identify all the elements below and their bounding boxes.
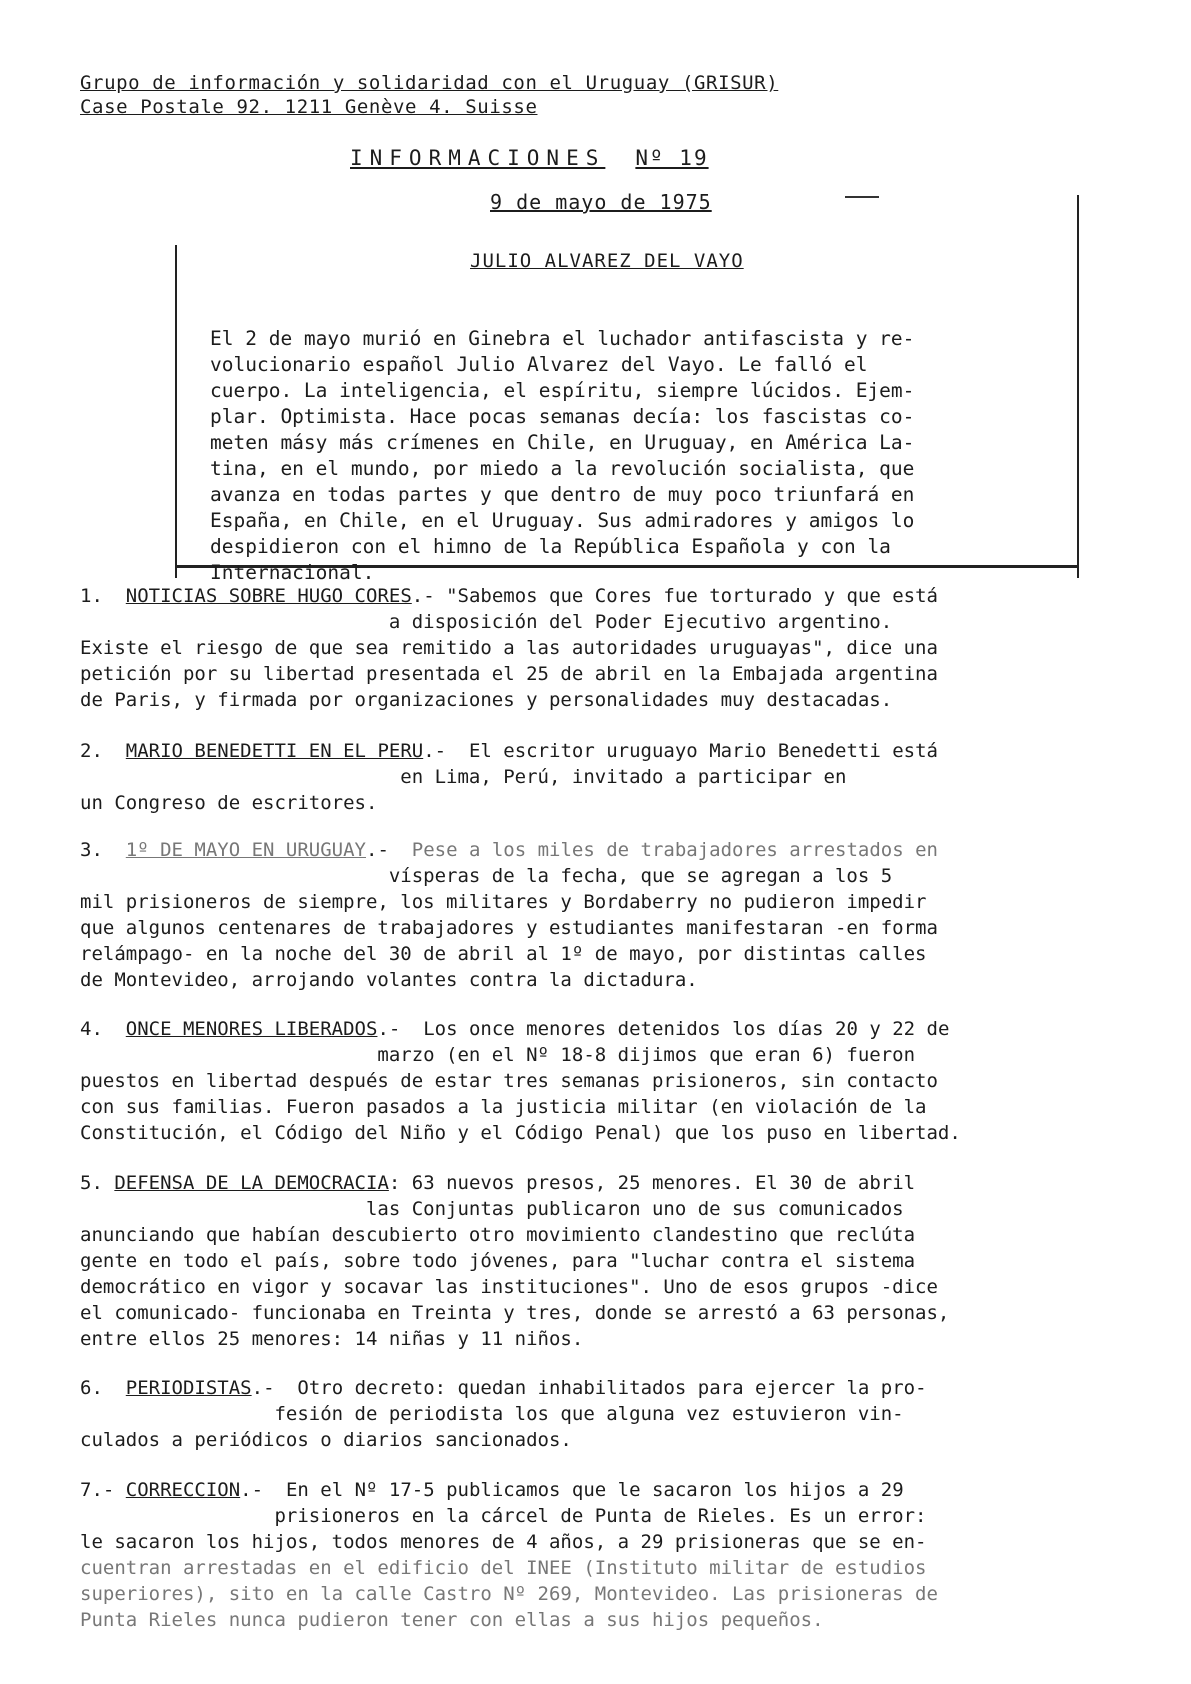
item-text: El escritor uruguayo Mario Benedetti está — [446, 740, 938, 762]
item-text: mil prisioneros de siempre, los militares y Bordaberry no pudieron impedir — [80, 891, 927, 913]
item-text: petición por su libertad presentada el 25 de abril en la Embajada argentina — [80, 663, 938, 685]
item-text: Punta Rieles nunca pudieron tener con ellas a sus hijos pequeños. — [80, 1609, 824, 1631]
item-text: En el Nº 17-5 publicamos que le sacaron los hijos a 29 — [263, 1479, 904, 1501]
header-organization: Grupo de información y solidaridad con el Uruguay (GRISUR) — [80, 72, 779, 94]
news-item-3 — [80, 837, 1170, 993]
item-heading: NOTICIAS SOBRE HUGO CORES — [125, 585, 412, 607]
box-line: El 2 de mayo murió en Ginebra el luchador antifascista y re- — [210, 327, 915, 350]
item-heading: MARIO BENEDETTI EN EL PERU — [125, 740, 424, 762]
item-text: de Montevideo, arrojando volantes contra la dictadura. — [80, 969, 698, 991]
item-number: 1. — [80, 585, 103, 607]
item-text: un Congreso de escritores. — [80, 792, 378, 814]
item-number: 5. — [80, 1172, 103, 1194]
item-text: anunciando que habían descubierto otro movimiento clandestino que reclúta — [80, 1224, 916, 1246]
item-text: Existe el riesgo de que sea remitido a las autoridades uruguayas", dice una — [80, 637, 938, 659]
box-text — [210, 300, 1060, 586]
bulletin-title-text: INFORMACIONES — [350, 146, 606, 170]
box-line: Internacional. — [210, 561, 375, 584]
item-text: vísperas de la fecha, que se agregan a los 5 — [80, 865, 893, 887]
item-text: de Paris, y firmada por organizaciones y personalidades muy destacadas. — [80, 689, 893, 711]
news-item-4 — [80, 1016, 1170, 1146]
news-item-1 — [80, 583, 1170, 713]
item-heading: CORRECCION — [125, 1479, 241, 1501]
item-text: que algunos centenares de trabajadores y estudiantes manifestaran -en forma — [80, 917, 938, 939]
bulletin-number: Nº 19 — [635, 146, 709, 170]
item-heading: ONCE MENORES LIBERADOS — [125, 1018, 378, 1040]
bulletin-date: 9 de mayo de 1975 — [490, 190, 712, 214]
item-separator: .- — [366, 839, 389, 861]
box-line: España, en Chile, en el Uruguay. Sus admiradores y amigos lo — [210, 509, 915, 532]
item-text: marzo (en el Nº 18-8 dijimos que eran 6) fueron — [80, 1044, 916, 1066]
item-separator: .- — [377, 1018, 401, 1040]
news-item-2 — [80, 738, 1170, 816]
box-line: volucionario español Julio Alvarez del Vayo. Le falló el — [210, 353, 868, 376]
item-heading: PERIODISTAS — [125, 1377, 252, 1399]
item-text: Otro decreto: quedan inhabilitados para ejercer la pro- — [274, 1377, 927, 1399]
item-text: superiores), sito en la calle Castro Nº 269, Montevideo. Las prisioneras de — [80, 1583, 938, 1605]
box-border-right — [1077, 195, 1079, 578]
header-address: Case Postale 92. 1211 Genève 4. Suisse — [80, 96, 538, 118]
item-number: 2. — [80, 740, 103, 762]
item-text: en Lima, Perú, invitado a participar en — [80, 766, 847, 788]
item-text: fesión de periodista los que alguna vez estuvieron vin- — [80, 1403, 904, 1425]
item-text: entre ellos 25 menores: 14 niñas y 11 niños. — [80, 1328, 584, 1350]
news-item-7 — [80, 1477, 1170, 1633]
item-number: 6. — [80, 1377, 103, 1399]
box-line: plar. Optimista. Hace pocas semanas decía: los fascistas co- — [210, 405, 915, 428]
item-text: "Sabemos que Cores fue torturado y que está — [434, 585, 938, 607]
item-text: las Conjuntas publicaron uno de sus comunicados — [80, 1198, 904, 1220]
box-line: tina, en el mundo, por miedo a la revolución socialista, que — [210, 457, 915, 480]
item-text: el comunicado- funcionaba en Treinta y tres, donde se arrestó a 63 personas, — [80, 1302, 950, 1324]
item-text: gente en todo el país, sobre todo jóvenes, para "luchar contra el sistema — [80, 1250, 916, 1272]
item-text: relámpago- en la noche del 30 de abril al 1º de mayo, por distintas calles — [80, 943, 927, 965]
box-line: cuerpo. La inteligencia, el espíritu, siempre lúcidos. Ejem- — [210, 379, 915, 402]
item-text: puestos en libertad después de estar tres semanas prisioneros, sin contacto — [80, 1070, 938, 1092]
box-heading: JULIO ALVAREZ DEL VAYO — [470, 250, 744, 272]
news-item-6 — [80, 1375, 1170, 1453]
item-number: 7.- — [80, 1479, 115, 1501]
item-text: culados a periódicos o diarios sancionados. — [80, 1429, 572, 1451]
item-text: 63 nuevos presos, 25 menores. El 30 de abril — [400, 1172, 916, 1194]
item-text: a disposición del Poder Ejecutivo argentino. — [80, 611, 893, 633]
item-separator: .- — [240, 1479, 264, 1501]
item-text: Constitución, el Código del Niño y el Código Penal) que los puso en libertad. — [80, 1122, 961, 1144]
item-text: le sacaron los hijos, todos menores de 4 años, a 29 prisioneras que se en- — [80, 1531, 927, 1553]
item-text: cuentran arrestadas en el edificio del INEE (Instituto militar de estudios — [80, 1557, 927, 1579]
box-line: meten másy más crímenes en Chile, en Uruguay, en América La- — [210, 431, 915, 454]
item-text: democrático en vigor y socavar las instituciones". Uno de esos grupos -dice — [80, 1276, 938, 1298]
item-text: Pese a los miles de trabajadores arrestados en — [388, 839, 938, 861]
news-item-5 — [80, 1170, 1170, 1352]
box-line: avanza en todas partes y que dentro de muy poco triunfará en — [210, 483, 915, 506]
box-border-left — [175, 245, 177, 578]
item-text: prisioneros en la cárcel de Punta de Rieles. Es un error: — [80, 1505, 927, 1527]
item-separator: : — [388, 1172, 401, 1194]
item-separator: .- — [251, 1377, 275, 1399]
item-heading: DEFENSA DE LA DEMOCRACIA — [114, 1172, 389, 1194]
item-text: con sus familias. Fueron pasados a la justicia militar (en violación de la — [80, 1096, 927, 1118]
item-separator: .- — [423, 740, 447, 762]
decorative-dash — [845, 196, 879, 198]
box-line: despidieron con el himno de la República Española y con la — [210, 535, 891, 558]
item-number: 3. — [80, 839, 103, 861]
item-heading: 1º DE MAYO EN URUGUAY — [125, 839, 366, 861]
item-number: 4. — [80, 1018, 103, 1040]
item-text: Los once menores detenidos los días 20 y 22 de — [400, 1018, 950, 1040]
item-separator: .- — [411, 585, 435, 607]
bulletin-title — [350, 146, 709, 170]
